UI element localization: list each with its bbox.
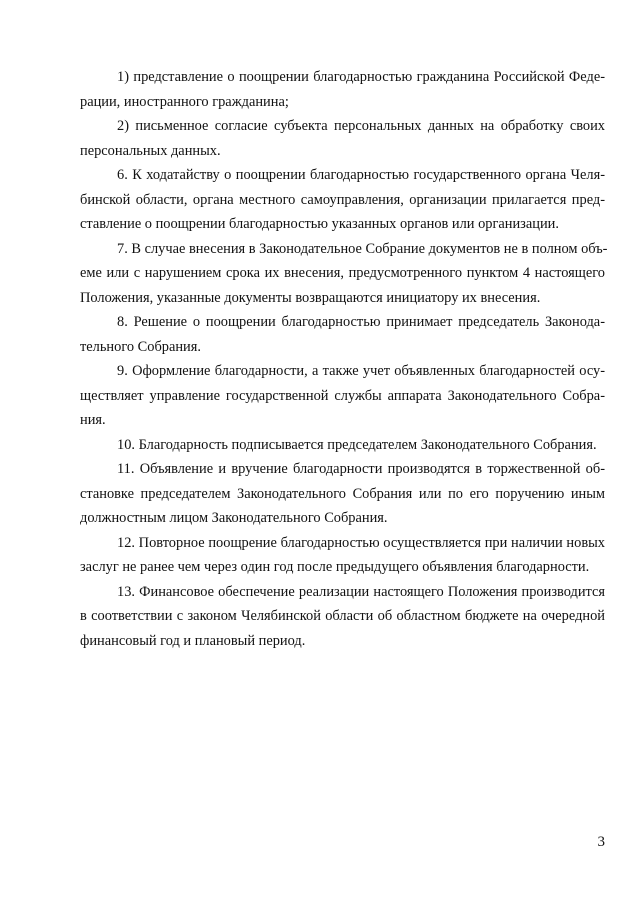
text-line: 8. Решение о поощрении благодарностью принимает председатель Законода- — [117, 314, 605, 330]
text-line: персональных данных. — [80, 142, 221, 159]
text-line: 2) письменное согласие субъекта персональных данных на обработку своих — [117, 118, 605, 134]
text-line: 9. Оформление благодарности, а также учет объявленных благодарностей осу- — [117, 363, 605, 379]
text-line: 12. Повторное поощрение благодарностью осуществляется при наличии новых — [117, 534, 605, 551]
paragraph-item-6 — [80, 163, 605, 237]
text-line: тельного Собрания. — [80, 338, 201, 355]
paragraph-item-12 — [80, 531, 605, 580]
paragraph-item-10 — [80, 433, 605, 458]
paragraph-item-8 — [80, 310, 605, 359]
paragraph-item-11 — [80, 457, 605, 531]
text-line: становке председателем Законодательного Собрания или по его поручению иным — [80, 485, 605, 502]
text-line: 13. Финансовое обеспечение реализации настоящего Положения производится — [117, 583, 605, 600]
text-line: заслуг не ранее чем через один год после предыдущего объявления благодарности. — [80, 559, 590, 575]
paragraph-item-7 — [80, 237, 608, 311]
text-line: 7. В случае внесения в Законодательное Собрание документов не в полном объ- — [117, 240, 608, 257]
text-line: 10. Благодарность подписывается председателем Законодательного Собрания. — [117, 436, 597, 453]
paragraph-item-9 — [80, 359, 605, 433]
text-line: ния. — [80, 412, 106, 428]
page-number: 3 — [597, 834, 605, 850]
text-line: финансовый год и плановый период. — [80, 632, 306, 649]
paragraph-item-1 — [80, 65, 605, 114]
text-line: ставление о поощрении благодарностью указанных органов или организации. — [80, 216, 559, 232]
text-line: в соответствии с законом Челябинской области об областном бюджете на очередной — [80, 608, 605, 624]
text-line: Положения, указанные документы возвращаются инициатору их внесения. — [80, 289, 541, 306]
text-line: 11. Объявление и вручение благодарности производятся в торжественной об- — [117, 461, 605, 477]
text-line: 1) представление о поощрении благодарностью гражданина Российской Феде- — [117, 69, 605, 85]
text-line: еме или с нарушением срока их внесения, предусмотренного пунктом 4 настоящего — [80, 265, 605, 281]
paragraph-item-2 — [80, 114, 605, 163]
document-body — [80, 65, 608, 653]
paragraph-item-13 — [80, 580, 605, 654]
text-line: бинской области, органа местного самоуправления, организации прилагается пред- — [80, 191, 605, 208]
text-line: должностным лицом Законодательного Собрания. — [80, 510, 388, 526]
text-line: рации, иностранного гражданина; — [80, 93, 289, 110]
text-line: 6. К ходатайству о поощрении благодарностью государственного органа Челя- — [117, 167, 605, 183]
text-line: ществляет управление государственной службы аппарата Законодательного Собра- — [80, 387, 605, 404]
